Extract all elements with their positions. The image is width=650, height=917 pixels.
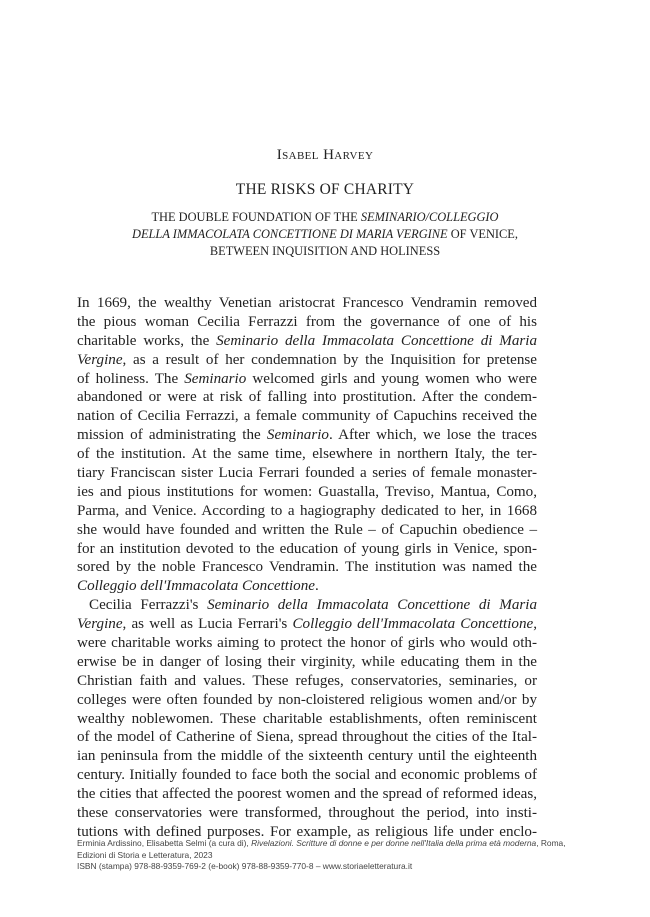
body-segment-text: .: [314, 578, 319, 595]
body-segment-italic: Colleggio dell'Immacolata Concettione: [77, 578, 315, 595]
body-line: [77, 313, 537, 332]
body-line: [77, 804, 537, 823]
body-segment-text: , as a result of her condemnation by the Inquisition for pretense: [122, 351, 537, 368]
body-line: [77, 464, 537, 483]
body-segment-text: the pious woman Cecilia Ferrazzi from the governance of one of his: [77, 313, 537, 330]
subtitle-segment-text: BETWEEN INQUISITION AND HOLINESS: [209, 244, 441, 258]
body-segment-text: erwise be in danger of losing their virginity, while educating them in the: [77, 653, 537, 670]
body-line: [77, 577, 537, 596]
footer-segment-text: Erminia Ardissino, Elisabetta Selmi (a cura di),: [77, 838, 252, 848]
body-segment-text: the cities that affected the poorest women and the spread of reformed ideas,: [77, 786, 537, 803]
body-line: [77, 483, 537, 502]
body-segment-text: . After which, we lose the traces: [328, 427, 537, 444]
body-line: [77, 634, 537, 653]
body-segment-italic: Vergine: [77, 616, 123, 633]
body-segment-text: , as well as Lucia Ferrari's: [122, 616, 293, 633]
body-segment-text: Christian faith and values. These refuges, conservatories, seminaries, or: [77, 672, 537, 689]
body-segment-text: ian peninsula from the middle of the sixteenth century until the eighteenth: [77, 748, 537, 765]
body-segment-text: for an institution devoted to the education of young girls in Venice, spon-: [77, 540, 537, 557]
body-line: [77, 388, 537, 407]
body-line: [77, 785, 537, 804]
body-segment-text: Parma, and Venice. According to a hagiography dedicated to her, in 1668: [77, 502, 537, 519]
body-line: [77, 426, 537, 445]
body-segment-text: were charitable works aiming to protect the honor of girls who would oth-: [77, 635, 537, 652]
body-segment-text: abandoned or were at risk of falling into prostitution. After the condem-: [77, 389, 537, 406]
body-line: [77, 332, 537, 351]
body-segment-text: welcomed girls and young women who were: [246, 370, 537, 387]
body-segment-italic: Seminario: [266, 427, 329, 444]
footer-line: [77, 861, 547, 873]
subtitle-segment-italic: SEMINARIO/COLLEGGIO: [360, 210, 499, 224]
subtitle-segment-italic: DELLA IMMACOLATA CONCETTIONE DI MARIA VERGINE: [132, 227, 448, 241]
body-segment-text: tutions with defined purposes. For example, as religious life under enclo-: [77, 823, 537, 840]
body-line: [77, 407, 537, 426]
body-line: [77, 653, 537, 672]
body-line: [77, 766, 537, 785]
subtitle-line: [70, 209, 580, 226]
body-segment-italic: Colleggio dell'Immacolata Concettione: [292, 616, 534, 633]
body-line: [77, 710, 537, 729]
body-text: [77, 294, 537, 842]
body-segment-text: In 1669, the wealthy Venetian aristocrat Francesco Vendramin removed: [77, 295, 537, 311]
body-segment-text: ,: [533, 616, 537, 633]
body-line: [77, 521, 537, 540]
body-line: [77, 445, 537, 464]
subtitle-line: [70, 243, 580, 260]
body-segment-text: of the institution. At the same time, elsewhere in northern Italy, the ter-: [77, 446, 537, 463]
body-line: [77, 615, 537, 634]
body-segment-text: mission of administrating the: [77, 427, 267, 444]
body-segment-italic: Seminario: [184, 370, 247, 387]
body-segment-text: she would have founded and written the Rule – of Capuchin obedience –: [77, 521, 537, 538]
publication-footer: [77, 838, 566, 873]
body-segment-text: of the model of Catherine of Siena, spread throughout the cities of the Ital-: [77, 729, 537, 746]
body-segment-text: wealthy noblewomen. These charitable establishments, often reminiscent: [77, 710, 537, 727]
body-segment-text: century. Initially founded to face both the social and economic problems of: [77, 767, 537, 784]
body-segment-text: Cecilia Ferrazzi's: [89, 597, 208, 614]
body-line: [77, 502, 537, 521]
subtitle-line: [70, 226, 580, 243]
body-segment-text: nation of Cecilia Ferrazzi, a female community of Capuchins received the: [77, 408, 537, 425]
body-line: [77, 558, 537, 577]
footer-segment-text: , Roma,: [536, 838, 566, 848]
body-line: [77, 691, 537, 710]
body-segment-text: colleges were often founded by non-cloistered religious women and/or by: [77, 691, 537, 708]
body-line: [77, 728, 537, 747]
body-line: [77, 596, 537, 615]
body-line: [77, 540, 537, 559]
body-segment-text: of holiness. The: [77, 370, 185, 387]
subtitle-segment-text: THE DOUBLE FOUNDATION OF THE: [151, 210, 361, 224]
footer-segment-text: Edizioni di Storia e Letteratura, 2023: [77, 849, 213, 860]
body-segment-text: ies and pious institutions for women: Guastalla, Treviso, Mantua, Como,: [77, 483, 537, 500]
footer-segment-italic: Rivelazioni. Scritture di donne e per donne nell'Italia della prima età moderna: [251, 838, 537, 848]
body-segment-italic: Seminario della Immacolata Concettione di Maria: [207, 597, 537, 614]
chapter-subtitle: [70, 209, 580, 260]
body-line: [77, 351, 537, 370]
body-segment-text: charitable works, the: [77, 332, 217, 349]
footer-segment-text: ISBN (stampa) 978-88-9359-769-2 (e-book) 978-88-9359-770-8 – www.storiaeletteratura.it: [77, 861, 413, 871]
body-line: [77, 294, 537, 313]
author-name: Isabel Harvey: [276, 147, 374, 163]
body-segment-italic: Seminario della Immacolata Concettione di Maria: [216, 332, 537, 349]
body-line: [77, 747, 537, 766]
body-segment-text: sored by the noble Francesco Vendramin. The institution was named the: [77, 559, 537, 576]
body-line: [77, 370, 537, 389]
subtitle-segment-text: OF VENICE,: [447, 227, 518, 241]
chapter-title: THE RISKS OF CHARITY: [235, 181, 415, 198]
body-segment-italic: Vergine: [77, 351, 123, 368]
body-line: [77, 672, 537, 691]
footer-line: [77, 850, 547, 862]
footer-line: [77, 838, 566, 850]
body-segment-text: these conservatories were transformed, throughout the period, into insti-: [77, 805, 537, 822]
body-segment-text: tiary Franciscan sister Lucia Ferrari founded a series of female monaster-: [77, 465, 537, 482]
